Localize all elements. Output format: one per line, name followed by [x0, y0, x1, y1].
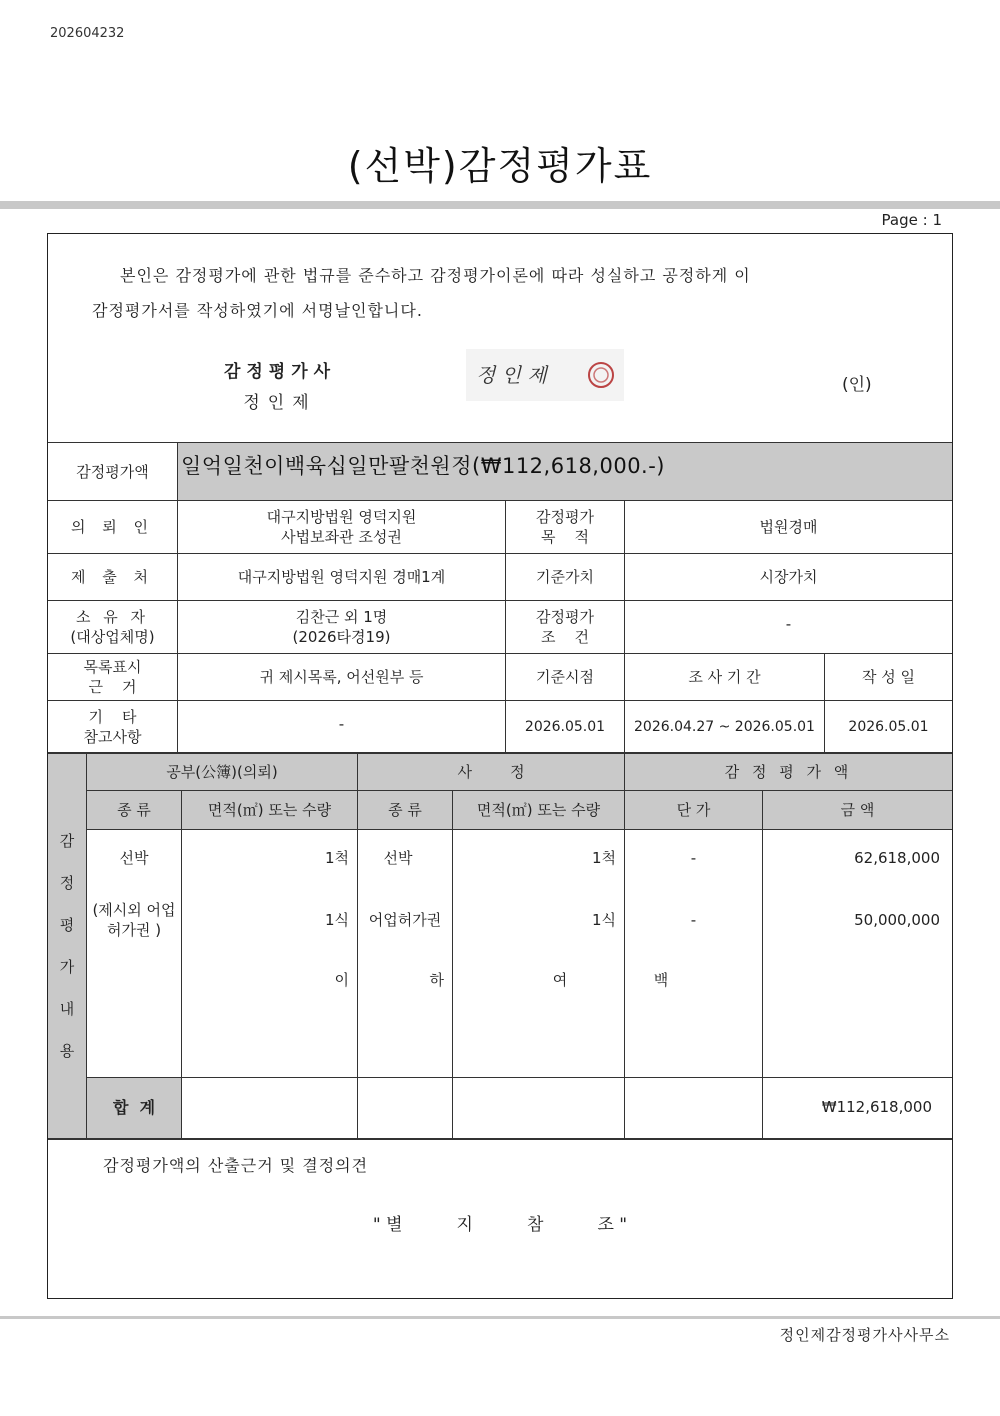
firm-name: 정인제감정평가사사무소: [779, 1326, 950, 1344]
survey-period-value: 2026.04.27 ~ 2026.05.01: [634, 718, 815, 735]
table-row-1-as-qty: 1척: [591, 849, 616, 867]
title-divider: [0, 201, 1000, 209]
amount-words: 일억일천이백육십일만팔천원정(₩112,618,000.-): [181, 454, 666, 478]
appraiser-name: 정인제: [243, 393, 317, 413]
col-type2-header: 종 류: [388, 801, 422, 819]
opinion-label: 감정평가액의 산출근거 및 결정의견: [103, 1156, 369, 1175]
owner-value: 김찬근 외 1명 (2026타경19): [292, 608, 391, 646]
table-row-2-amount: 50,000,000: [854, 911, 940, 929]
table-row-2-as-type: 어업허가권: [368, 911, 442, 929]
total-amount: ₩112,618,000: [821, 1097, 932, 1116]
submit-label: 제 출 처: [70, 568, 154, 586]
conditions-value: -: [785, 615, 792, 633]
signature-text: 정 인 제: [476, 363, 547, 387]
appraiser-role: 감정평가사: [223, 362, 337, 382]
blank-marker-2: 하: [429, 971, 444, 989]
list-basis-label: 목록표시 근 거: [83, 658, 142, 696]
declaration-line-1: 본인은 감정평가에 관한 법규를 준수하고 감정평가이론에 따라 성실하고 공정하게 이: [120, 266, 751, 285]
detail-side-label: 감 정 평 가 내 용: [59, 832, 75, 1060]
signature-svg: [466, 349, 624, 401]
survey-period-label: 조 사 기 간: [688, 668, 761, 686]
blank-marker-4: 백: [653, 971, 669, 989]
table-row-2-reg-type: (제시외 어업허가권 ): [92, 901, 176, 939]
table-row-1-as-type: 선박: [383, 849, 413, 867]
col-area-header: 면적(㎡) 또는 수량: [207, 801, 332, 819]
col-type-header: 종 류: [117, 801, 151, 819]
signature-image: [466, 349, 624, 401]
col-unit-price-header: 단 가: [676, 801, 711, 819]
basis-value-label: 기준가치: [536, 568, 594, 586]
blank-marker-1: 이: [334, 971, 349, 989]
table-row-2-unit-price: -: [690, 911, 697, 929]
footer-divider: [0, 1316, 1000, 1319]
page-number: Page : 1: [881, 211, 942, 229]
group-registry-header: 공부(公簿)(의뢰): [166, 763, 278, 781]
declaration-line-2: 감정평가서를 작성하였기에 서명날인합니다.: [92, 301, 423, 320]
basis-value-value: 시장가치: [759, 568, 818, 586]
written-date-label: 작 성 일: [861, 668, 915, 686]
purpose-value: 법원경매: [759, 518, 818, 536]
group-value-header: 감 정 평 가 액: [724, 763, 853, 781]
client-value-line2: 사법보좌관 조성권: [281, 528, 402, 546]
document-number: 202604232: [50, 26, 125, 41]
client-label: 의 뢰 인: [70, 518, 154, 536]
opinion-value: " 별 지 참 조 ": [372, 1215, 628, 1235]
blank-marker-3: 여: [552, 971, 568, 989]
base-date-value: 2026.05.01: [524, 718, 606, 735]
list-basis-value: 귀 제시목록, 어선원부 등: [259, 668, 424, 686]
base-date-label: 기준시점: [536, 668, 594, 686]
seal-stamp-icon: [589, 363, 613, 387]
amount-label: 감정평가액: [76, 462, 149, 481]
table-row-1-unit-price: -: [690, 849, 697, 867]
purpose-label: 감정평가 목 적: [536, 508, 594, 546]
other-notes-label: 기 타 참고사항: [83, 707, 142, 746]
table-row-1-reg-qty: 1척: [324, 849, 349, 867]
submit-value: 대구지방법원 영덕지원 경매1계: [237, 568, 446, 586]
table-row-2-reg-qty: 1식: [324, 911, 349, 929]
conditions-label: 감정평가 조 건: [536, 608, 594, 646]
table-row-1-reg-type: 선박: [119, 849, 149, 867]
owner-label: 소 유 자 (대상업체명): [70, 608, 155, 646]
table-row-2-as-qty: 1식: [591, 911, 616, 929]
col-amount-header: 금 액: [840, 801, 875, 819]
col-area2-header: 면적(㎡) 또는 수량: [476, 801, 601, 819]
client-value: [178, 501, 505, 553]
written-date-value: 2026.05.01: [848, 718, 929, 735]
table-row-1-amount: 62,618,000: [854, 849, 940, 867]
page-title: (선박)감정평가표: [347, 144, 653, 188]
client-value-line1: 대구지방법원 영덕지원: [266, 508, 417, 526]
total-label: 합 계: [112, 1098, 156, 1117]
other-notes-value: -: [338, 715, 345, 733]
group-assessment-header: 사 정: [457, 763, 525, 781]
